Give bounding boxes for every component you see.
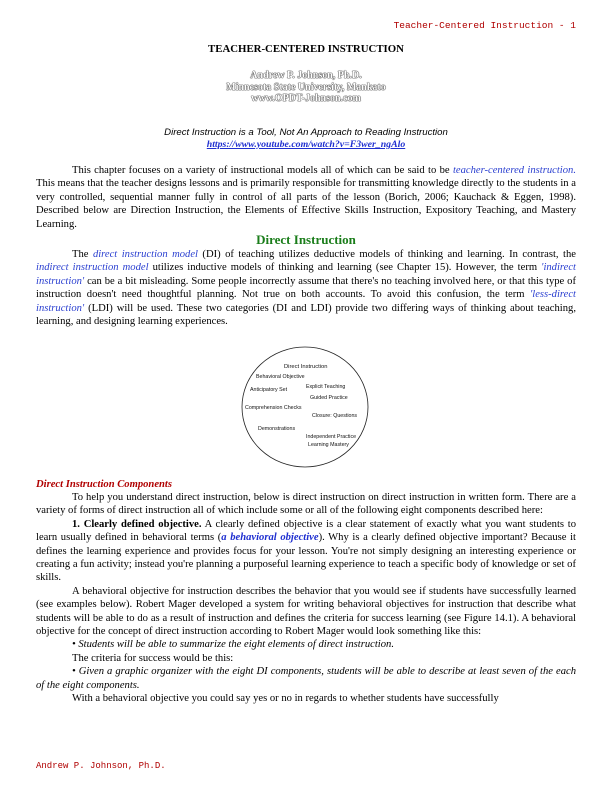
term-behavioral-objective: a behavioral objective [221,532,319,544]
term-less-direct-instruction: 'less-direct instruction' [36,289,576,314]
di-text-5: (LDI) will be used. These two categories (DI and LDI) provide two differing ways of thinking about teaching, learning, and designing learning experiences. [36,302,576,328]
diagram-label: Behavioral Objective [256,374,305,380]
di-text-3: utilizes inductive models of thinking and learning (see Chapter 15). However, the term [148,262,542,274]
author-university: Minnesota State University, Mankato [226,81,386,93]
diagram-label: Direct Instruction [284,364,328,370]
running-footer: Andrew P. Johnson, Ph.D. [36,761,166,771]
direct-instruction-paragraph [36,248,576,328]
component-1-label: 1. Clearly defined objective. [72,518,202,530]
running-header: Teacher-Centered Instruction - 1 [393,20,576,31]
diagram-label: Comprehension Checks [245,405,302,411]
video-reference [0,127,612,151]
video-title: Direct Instruction is a Tool, Not An Approach to Reading Instruction [164,127,448,138]
term-teacher-centered: teacher-centered instruction. [452,165,576,176]
criteria-line: The criteria for success would be this: [72,652,234,664]
diagram-label: Demonstrations [258,426,296,432]
diagram-label: Closure: Questions [312,413,358,419]
intro-text-2: This means that the teacher designs lessons and is primarily responsible for transmitting knowledge directly to the students in a very controlled, sequential manner fully in control of all parts of the lesson (Borich, 2006; Kauchack & Eggen, 1998). Described below are Direction Instruction, the Elements of Effective Skills Instruction, Expository Teaching, and Mastery Learning. [36,178,576,230]
intro-text-1: This chapter focuses on a variety of instructional models all of which can be said to be [72,165,453,176]
term-indirect-instruction: 'indirect instruction' [36,262,576,287]
author-website: www.OPDT-Johnson.com [251,93,361,104]
objective-bullet: • Students will be able to summarize the eight elements of direct instruction. [72,639,394,651]
section-heading-components: Direct Instruction Components [36,479,172,490]
diagram-label: Learning Mastery [308,442,349,448]
component-1-text-2: ). Why is a clearly defined objective important? Because it defines the learning experience and provides focus for your lesson. You're not simply designing an interesting experience or creating a fun activity; instead you're planning a purposeful learning experience to teach a specific body of knowledge or set of skills. [36,532,576,584]
component-1-paragraph [36,518,576,585]
component-1-text-1: A clearly defined objective is a clear statement of exactly what you want students to learn usually defined in behavioral terms ( [36,518,576,544]
diagram-label: Guided Practice [310,395,348,401]
author-name: Andrew P. Johnson, Ph.D. [250,70,362,81]
section-heading-direct-instruction: Direct Instruction [256,232,356,247]
video-link[interactable]: https://www.youtube.com/watch?v=F3wer_ngAlo [206,139,406,150]
closing-paragraph: With a behavioral objective you could say yes or no in regards to whether students have successfully [72,693,499,705]
diagram-label: Explicit Teaching [306,384,346,390]
di-text-1: The [72,249,93,260]
di-text-4: can be a bit misleading. Some people incorrectly assume that there's no teaching involved here, or that this type of instruction doesn't need thoughtful planning. Not true on both accounts. To avoid this confusion, the term [36,275,576,301]
author-block [0,70,612,105]
document-title: TEACHER-CENTERED INSTRUCTION [208,43,404,55]
behavioral-objective-paragraph: A behavioral objective for instruction describes the behavior that you would see if students have successfully learned (see examples below). Robert Mager developed a system for writing behavioral objectives for instruction that describe what students will be able to do as a result of instruction and defines the criteria for success learning (see Figure 14.1). A behavioral objective for the concept of direct instruction according to Robert Mager would look something like this: [36,585,576,638]
diagram-label: Anticipatory Set [250,387,288,393]
intro-paragraph [36,164,576,231]
components-text [36,491,576,706]
criteria-bullet: • Given a graphic organizer with the eight DI components, students will be able to describe at least seven of the each of the eight components. [36,666,576,691]
direct-instruction-diagram [240,345,370,469]
di-text-2: (DI) of teaching utilizes deductive models of thinking and learning. In contrast, the [197,249,576,260]
diagram-label: Independent Practice [306,434,357,440]
term-direct-instruction-model: direct instruction model [92,249,198,260]
components-intro: To help you understand direct instruction, below is direct instruction on direct instruction in written form. There are a variety of forms of direct instruction all of which include some or all of the following eight components described here: [36,492,576,517]
term-indirect-instruction-model: indirect instruction model [36,262,149,274]
